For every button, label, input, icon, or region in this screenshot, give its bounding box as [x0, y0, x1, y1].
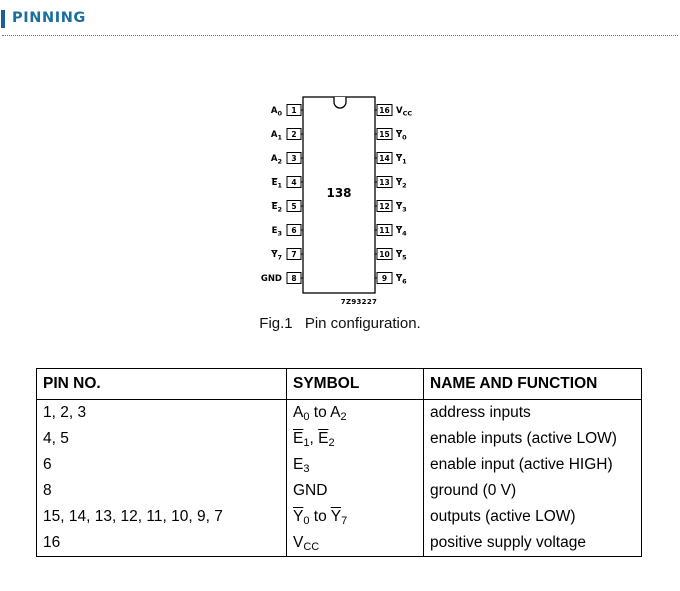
name-function-cell: address inputs	[424, 400, 642, 427]
symbol-letter: $\overline{Y}$	[330, 507, 342, 525]
pin-number-cell: 8	[37, 478, 287, 504]
pin-number: 10	[379, 250, 390, 259]
pin-number: 13	[379, 178, 390, 187]
pinning-table	[36, 368, 642, 557]
pin-number: 1	[291, 106, 297, 115]
header-symbol: SYMBOL	[287, 369, 424, 400]
pin-label: $A_0$	[270, 106, 282, 118]
pin-label: $Y_0$	[396, 130, 407, 142]
pin-label: GND	[260, 274, 282, 284]
table-row	[37, 530, 642, 557]
symbol-subscript: 2	[340, 410, 347, 423]
pin-number: 16	[379, 106, 390, 115]
pin-number: 6	[291, 226, 297, 235]
symbol-cell	[287, 452, 424, 478]
pin-label: $E_2$	[271, 202, 282, 214]
name-function-cell: positive supply voltage	[424, 530, 642, 557]
table-header-row	[37, 369, 642, 400]
header-pin-no: PIN NO.	[37, 369, 287, 400]
pin-number: 9	[381, 274, 388, 283]
table-row	[37, 452, 642, 478]
pin-label: $A_2$	[270, 154, 282, 166]
symbol-subscript: 3	[303, 462, 310, 475]
pin-label: $E_1$	[271, 178, 282, 190]
symbol-cell: $A_0$ to $A_2$	[287, 400, 424, 427]
pin-number: 3	[291, 154, 297, 163]
symbol-subscript: 7	[341, 514, 348, 527]
symbol-letter: A	[330, 403, 341, 421]
pin-label: $Y_5$	[396, 250, 407, 262]
table-row	[37, 478, 642, 504]
pin-number-cell: 1, 2, 3	[37, 400, 287, 427]
pin-number-cell: 16	[37, 530, 287, 557]
pin-label: $V_{CC}$	[396, 106, 413, 118]
figure-caption	[0, 315, 680, 332]
name-function-cell: ground (0 V)	[424, 478, 642, 504]
table-row	[37, 400, 642, 427]
pin-label: $Y_7$	[271, 250, 282, 262]
symbol-letter: $\overline{Y}$	[293, 507, 304, 525]
section-divider	[2, 35, 678, 36]
pin-number: 12	[379, 202, 390, 211]
symbol-subscript: 0	[303, 514, 310, 527]
name-function-cell: enable inputs (active LOW)	[424, 426, 642, 452]
chip-part-code: 138	[326, 186, 352, 200]
symbol-subscript: 0	[303, 410, 310, 423]
symbol-letter: V	[293, 533, 304, 551]
symbol-subscript: 1	[303, 436, 310, 449]
pin-number-cell: 15, 14, 13, 12, 11, 10, 9, 7	[37, 504, 287, 530]
section-title: PINNING	[12, 10, 86, 26]
figure-caption-text: Pin configuration.	[304, 315, 421, 332]
symbol-subscript: 2	[328, 436, 335, 449]
pin-label: $A_1$	[270, 130, 282, 142]
pin-number-cell: 6	[37, 452, 287, 478]
symbol-cell: $\overline{Y}_0$ to $\overline{Y}_7$	[287, 504, 424, 530]
symbol-letter: $\overline{E}$	[318, 429, 329, 447]
symbol-cell: $\overline{E}_1$, $\overline{E}_2$	[287, 426, 424, 452]
symbol-cell	[287, 530, 424, 557]
name-function-cell: enable input (active HIGH)	[424, 452, 642, 478]
symbol-cell	[287, 478, 424, 504]
pin-configuration-diagram	[255, 92, 425, 310]
symbol-letter: E	[293, 455, 304, 473]
table-row	[37, 426, 642, 452]
section-header	[0, 0, 680, 38]
pin-number: 15	[379, 130, 390, 139]
figure-number: Fig.1	[259, 315, 293, 332]
pin-label: $Y_1$	[396, 154, 407, 166]
pin-number: 2	[291, 130, 297, 139]
name-function-cell: outputs (active LOW)	[424, 504, 642, 530]
pin-number: 11	[379, 226, 390, 235]
pin-number-cell: 4, 5	[37, 426, 287, 452]
pin-label: $Y_3$	[396, 202, 407, 214]
symbol-subscript: CC	[303, 540, 320, 553]
symbol-letter: A	[293, 403, 304, 421]
header-name-function: NAME AND FUNCTION	[424, 369, 642, 400]
figure-id-code: 7Z93227	[340, 298, 378, 306]
pin-label: $E_3$	[271, 226, 282, 238]
chip-notch	[334, 97, 346, 108]
section-accent-bar	[1, 10, 5, 28]
table-row	[37, 504, 642, 530]
ic-package-drawing	[255, 92, 425, 310]
pin-number: 4	[291, 178, 297, 187]
pin-label: $Y_2$	[396, 178, 407, 190]
symbol-letter: $\overline{E}$	[293, 429, 304, 447]
pin-number: 14	[379, 154, 390, 163]
pin-number: 7	[291, 250, 297, 259]
symbol-letter: GND	[293, 482, 328, 499]
pin-label: $Y_6$	[396, 274, 407, 286]
pin-number: 5	[291, 202, 297, 211]
pin-label: $Y_4$	[396, 226, 407, 238]
pin-number: 8	[291, 274, 297, 283]
